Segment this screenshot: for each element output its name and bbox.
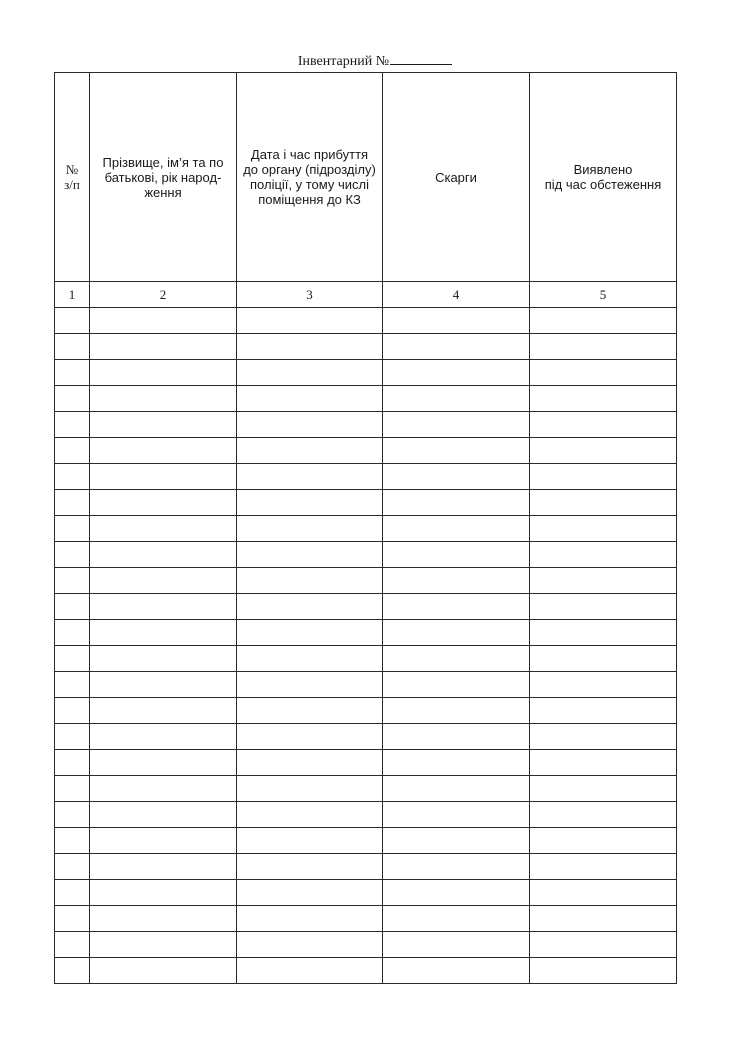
table-cell [55, 698, 90, 724]
table-cell [90, 308, 237, 334]
table-cell [530, 698, 677, 724]
table-cell [90, 646, 237, 672]
table-cell [237, 360, 383, 386]
table-cell [55, 516, 90, 542]
table-cell [383, 464, 530, 490]
table-cell [530, 854, 677, 880]
table-cell [90, 620, 237, 646]
table-cell [90, 568, 237, 594]
column-number-row [55, 282, 677, 308]
header-complaints-line-1: Скарги [435, 169, 477, 185]
table-row [55, 464, 677, 490]
header-arrival-date [237, 73, 383, 282]
document-title [0, 50, 750, 71]
table-cell [55, 568, 90, 594]
table-cell [237, 568, 383, 594]
table-row [55, 646, 677, 672]
table-cell [383, 828, 530, 854]
table-cell [55, 334, 90, 360]
header-number [55, 73, 90, 282]
table-cell [90, 386, 237, 412]
table-cell [530, 646, 677, 672]
table-cell [383, 334, 530, 360]
header-number-line-1: № [65, 162, 79, 177]
table-cell [90, 464, 237, 490]
table-cell [530, 542, 677, 568]
table-cell [237, 594, 383, 620]
table-cell [55, 828, 90, 854]
table-cell [90, 802, 237, 828]
header-findings-line-2: під час обстеження [544, 177, 662, 192]
table-cell [530, 828, 677, 854]
table-cell [530, 906, 677, 932]
table-cell [530, 620, 677, 646]
table-cell [383, 958, 530, 984]
table-row [55, 308, 677, 334]
table-row [55, 542, 677, 568]
table-cell [383, 776, 530, 802]
table-cell [55, 490, 90, 516]
table-cell [383, 698, 530, 724]
register-table [54, 72, 677, 984]
table-cell [237, 750, 383, 776]
table-cell [90, 724, 237, 750]
table-row [55, 360, 677, 386]
table-cell [90, 360, 237, 386]
table-cell [237, 464, 383, 490]
table-cell [530, 958, 677, 984]
table-cell [237, 698, 383, 724]
table-cell [237, 438, 383, 464]
table-cell [530, 594, 677, 620]
table-cell [383, 412, 530, 438]
table-row [55, 594, 677, 620]
table-cell [90, 880, 237, 906]
header-arrival-date-line-2: до органу (підрозділу) [243, 162, 376, 177]
header-number-line-2: з/п [64, 177, 80, 192]
table-cell [237, 776, 383, 802]
table-row [55, 412, 677, 438]
table-cell [383, 594, 530, 620]
table-cell [55, 464, 90, 490]
table-cell [383, 360, 530, 386]
table-cell [237, 906, 383, 932]
header-full-name-line-1: Прізвище, ім’я та по [102, 154, 224, 170]
table-cell [237, 932, 383, 958]
column-number-3: 3 [237, 282, 383, 308]
table-cell [55, 750, 90, 776]
table-cell [383, 516, 530, 542]
table-cell [237, 802, 383, 828]
table-cell [383, 620, 530, 646]
table-cell [530, 464, 677, 490]
table-cell [55, 880, 90, 906]
table-cell [55, 412, 90, 438]
table-cell [55, 308, 90, 334]
table-cell [383, 880, 530, 906]
table-cell [90, 438, 237, 464]
table-row [55, 750, 677, 776]
table-cell [55, 776, 90, 802]
table-cell [383, 672, 530, 698]
table-row [55, 568, 677, 594]
table-cell [90, 412, 237, 438]
header-full-name-line-2: батькові, рік народ- [104, 169, 222, 185]
table-cell [237, 828, 383, 854]
table-row [55, 880, 677, 906]
table-cell [383, 724, 530, 750]
table-cell [55, 360, 90, 386]
table-cell [383, 802, 530, 828]
table-cell [55, 438, 90, 464]
table-cell [237, 646, 383, 672]
header-findings [530, 73, 677, 282]
table-row [55, 906, 677, 932]
column-number-5: 5 [530, 282, 677, 308]
table-cell [90, 672, 237, 698]
table-cell [530, 724, 677, 750]
header-row [55, 73, 677, 282]
header-complaints [383, 73, 530, 282]
table-cell [55, 594, 90, 620]
table-cell [237, 516, 383, 542]
table-row [55, 698, 677, 724]
table-cell [90, 594, 237, 620]
table-cell [237, 958, 383, 984]
table-cell [55, 932, 90, 958]
table-row [55, 854, 677, 880]
table-row [55, 802, 677, 828]
table-row [55, 516, 677, 542]
table-cell [530, 568, 677, 594]
inventory-number-blank [390, 50, 452, 65]
table-cell [90, 542, 237, 568]
table-cell [55, 724, 90, 750]
table-cell [90, 932, 237, 958]
table-cell [383, 568, 530, 594]
table-row [55, 438, 677, 464]
table-row [55, 334, 677, 360]
table-cell [237, 334, 383, 360]
header-arrival-date-line-4: поміщення до КЗ [258, 192, 361, 207]
table-row [55, 386, 677, 412]
column-number-1: 1 [55, 282, 90, 308]
table-cell [530, 776, 677, 802]
table-cell [237, 672, 383, 698]
table-cell [530, 412, 677, 438]
header-arrival-date-line-1: Дата і час прибуття [250, 147, 369, 162]
table-cell [55, 620, 90, 646]
table-cell [90, 698, 237, 724]
table-row [55, 620, 677, 646]
table-row [55, 828, 677, 854]
table-cell [55, 906, 90, 932]
table-row [55, 776, 677, 802]
table-cell [237, 724, 383, 750]
table-cell [383, 932, 530, 958]
table-cell [237, 490, 383, 516]
inventory-number-label: Інвентарний № [297, 54, 390, 69]
table-row [55, 724, 677, 750]
table-cell [90, 854, 237, 880]
header-full-name [90, 73, 237, 282]
table-cell [55, 386, 90, 412]
table-cell [55, 802, 90, 828]
table-cell [237, 412, 383, 438]
table-cell [530, 386, 677, 412]
table-cell [237, 854, 383, 880]
table-cell [530, 490, 677, 516]
table-cell [90, 516, 237, 542]
table-cell [383, 854, 530, 880]
column-number-2: 2 [90, 282, 237, 308]
table-cell [90, 334, 237, 360]
table-cell [237, 308, 383, 334]
header-findings-line-1: Виявлено [573, 162, 633, 177]
table-row [55, 932, 677, 958]
table-row [55, 672, 677, 698]
table-cell [90, 490, 237, 516]
table-cell [383, 490, 530, 516]
table-cell [530, 672, 677, 698]
table-row [55, 490, 677, 516]
table-cell [90, 906, 237, 932]
table-cell [383, 386, 530, 412]
table-cell [55, 646, 90, 672]
table-cell [530, 802, 677, 828]
table-cell [530, 334, 677, 360]
table-cell [530, 308, 677, 334]
table-row [55, 958, 677, 984]
table-cell [383, 646, 530, 672]
table-cell [90, 750, 237, 776]
table-cell [383, 542, 530, 568]
table-cell [55, 854, 90, 880]
table-cell [383, 906, 530, 932]
table-cell [530, 750, 677, 776]
table-cell [90, 776, 237, 802]
header-arrival-date-line-3: поліції, у тому числі [250, 177, 369, 192]
register-table-body [55, 282, 677, 984]
table-cell [530, 438, 677, 464]
header-full-name-line-3: ження [144, 184, 182, 200]
table-cell [530, 360, 677, 386]
table-cell [55, 672, 90, 698]
table-cell [237, 620, 383, 646]
table-cell [383, 438, 530, 464]
table-cell [530, 516, 677, 542]
table-cell [237, 880, 383, 906]
table-cell [237, 542, 383, 568]
table-cell [530, 880, 677, 906]
table-cell [90, 958, 237, 984]
column-number-4: 4 [383, 282, 530, 308]
table-cell [55, 542, 90, 568]
table-cell [90, 828, 237, 854]
table-cell [383, 308, 530, 334]
table-cell [383, 750, 530, 776]
table-cell [55, 958, 90, 984]
table-cell [237, 386, 383, 412]
table-cell [530, 932, 677, 958]
